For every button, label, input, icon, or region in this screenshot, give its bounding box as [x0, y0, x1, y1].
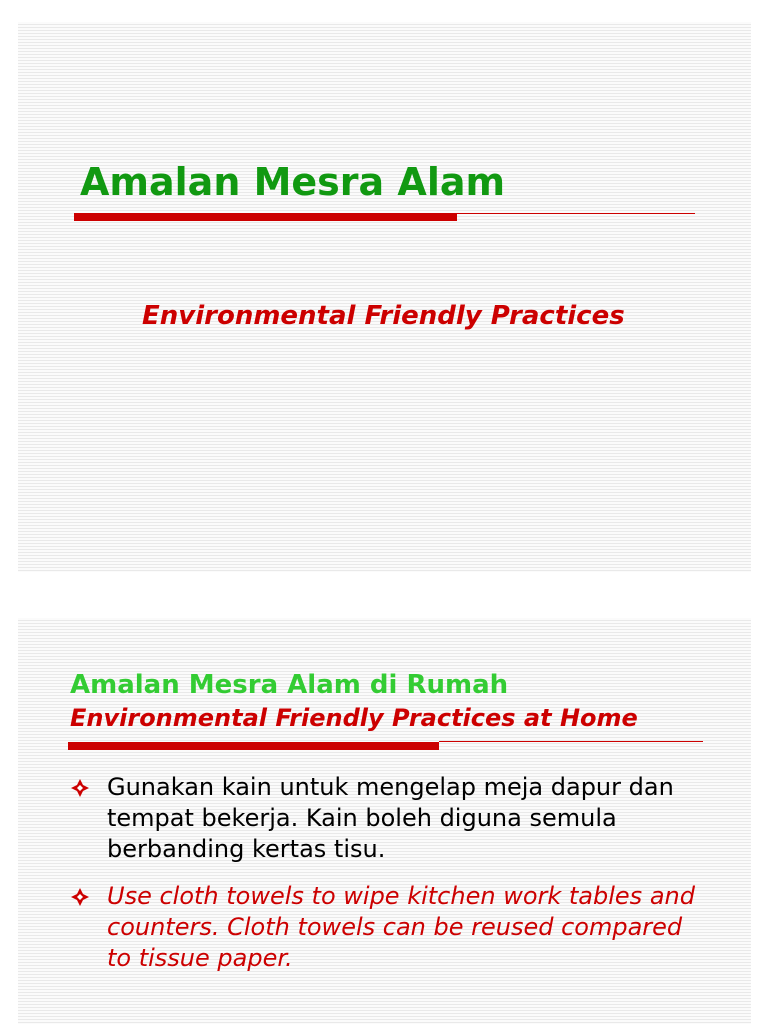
bullet-item-malay	[70, 772, 710, 865]
bullet-text: Use cloth towels to wipe kitchen work tables and counters. Cloth towels can be reused compared to tissue paper.	[107, 882, 695, 972]
slide-1	[18, 22, 751, 572]
heading-underline-bar	[68, 742, 439, 750]
bullet-text: Gunakan kain untuk mengelap meja dapur dan tempat bekerja. Kain boleh diguna semula berbanding kertas tisu.	[107, 773, 674, 863]
title-underline-line	[457, 213, 695, 214]
slide-2-title-english: Environmental Friendly Practices at Home	[70, 704, 638, 732]
slide-1-title: Amalan Mesra Alam	[80, 160, 506, 204]
slide-1-subtitle: Environmental Friendly Practices	[142, 301, 625, 331]
slide-2	[18, 618, 751, 1024]
heading-underline-line	[439, 741, 703, 742]
diamond-bullet-icon	[70, 778, 90, 798]
title-underline-bar	[74, 213, 457, 221]
diamond-bullet-icon	[70, 887, 90, 907]
slide-2-title: Amalan Mesra Alam di Rumah	[70, 670, 509, 700]
bullet-item-english	[70, 881, 710, 974]
